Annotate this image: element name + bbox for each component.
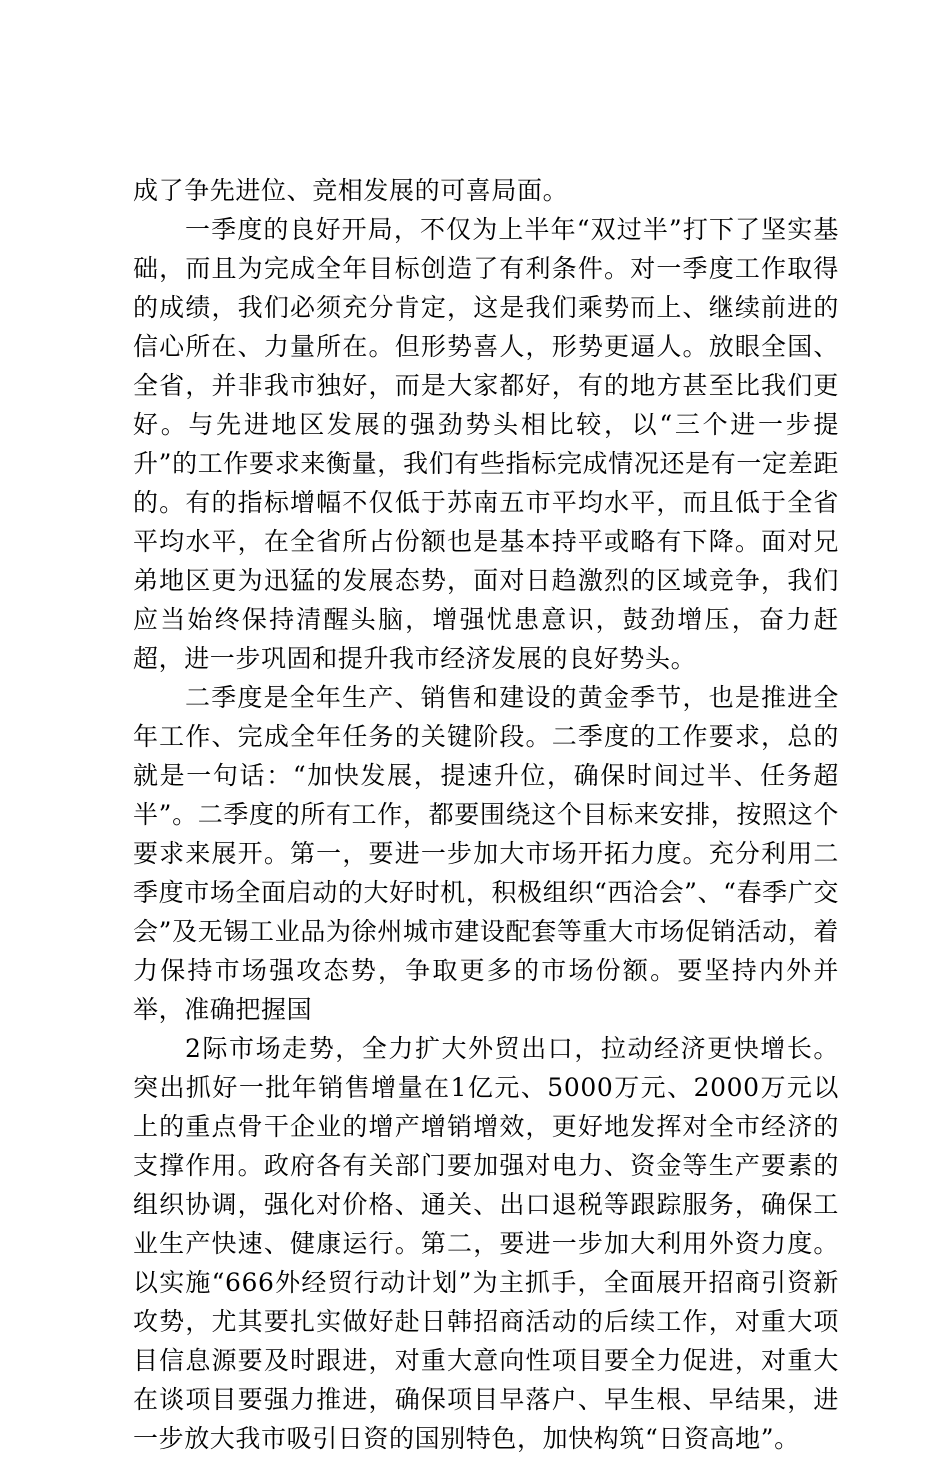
paragraph-q1-review: 一季度的良好开局，不仅为上半年“双过半”打下了坚实基础，而且为完成全年目标创造了有利条件。对一季度工作取得的成绩，我们必须充分肯定，这是我们乘势而上、继续前进的信心所在、力量所在。但形势喜人，形势更逼人。放眼全国、全省，并非我市独好，而是大家都好，有的地方甚至比我们更好。与先进地区发展的强劲势头相比较，以“三个进一步提升”的工作要求来衡量，我们有些指标完成情况还是有一定差距的。有的指标增幅不仅低于苏南五市平均水平，而且低于全省平均水平，在全省所占份额也是基本持平或略有下降。面对兄弟地区更为迅猛的发展态势，面对日趋激烈的区域竞争，我们应当始终保持清醒头脑，增强忧患意识，鼓劲增压，奋力赶超，进一步巩固和提升我市经济发展的良好势头。 bbox=[133, 215, 839, 673]
paragraph-foreign-trade: 2际市场走势，全力扩大外贸出口，拉动经济更快增长。突出抓好一批年销售增量在1亿元、5000万元、2000万元以上的重点骨干企业的增产增销增效，更好地发挥对全市经济的支撑作用。政府各有关部门要加强对电力、资金等生产要素的组织协调，强化对价格、通关、出口退税等跟踪服务，确保工业生产快速、健康运行。第二，要进一步加大利用外资力度。以实施“666外经贸行动计划”为主抓手，全面展开招商引资新攻势，尤其要扎实做好赴日韩招商活动的后续工作，对重大项目信息源要及时跟进，对重大意向性项目要全力促进，对重大在谈项目要强力推进，确保项目早落户、早生根、早结果，进一步放大我市吸引日资的国别特色，加快构筑“日资高地”。 bbox=[133, 1034, 839, 1453]
body-text bbox=[133, 171, 839, 1458]
paragraph-q2-requirements: 二季度是全年生产、销售和建设的黄金季节，也是推进全年工作、完成全年任务的关键阶段。二季度的工作要求，总的就是一句话：“加快发展，提速升位，确保时间过半、任务超半”。二季度的所有工作，都要围绕这个目标来安排，按照这个要求来展开。第一，要进一步加大市场开拓力度。充分利用二季度市场全面启动的大好时机，积极组织“西洽会”、“春季广交会”及无锡工业品为徐州城市建设配套等重大市场促销活动，着力保持市场强攻态势，争取更多的市场份额。要坚持内外并举，准确把握国 bbox=[133, 683, 839, 1024]
paragraph-continuation: 成了争先进位、竞相发展的可喜局面。 bbox=[133, 176, 569, 205]
